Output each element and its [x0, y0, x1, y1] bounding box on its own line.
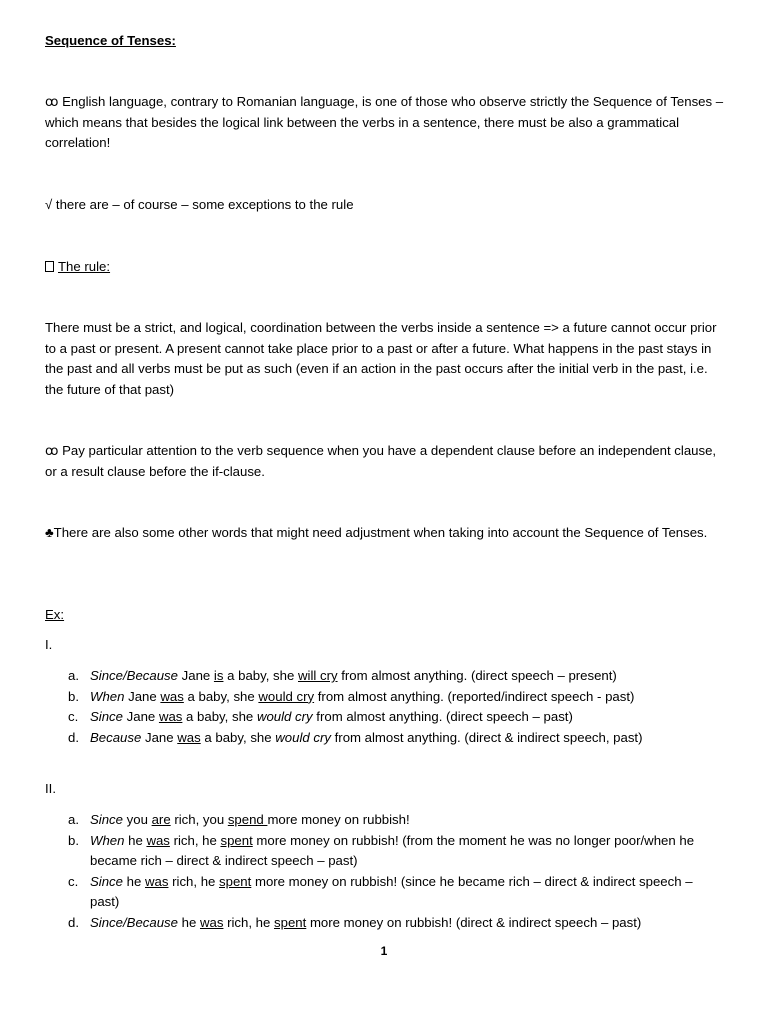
- list-item: c. Since he was rich, he spent more money on rubbish! (since he became rich – direct & indirect speech – past): [68, 873, 693, 910]
- exceptions-paragraph: [45, 195, 725, 216]
- list-item: b. When he was rich, he spent more money on rubbish! (from the moment he was no longer poor/when he became rich – direct & indirect speech – past): [68, 832, 695, 869]
- rule-paragraph: There must be a strict, and logical, coordination between the verbs inside a sentence => a future cannot occur prior to a past or present. A present cannot take place prior to a past or after a future. What happens in the past stays in the past and all verbs must be put as such (even if an action in the past occurs after the initial verb in the past, i.e. the future of that past): [45, 320, 717, 397]
- intro-text: English language, contrary to Romanian language, is one of those who observe strictly the Sequence of Tenses – which means that besides the logical link between the verbs in a sentence, there must be also a grammatical correlation!: [45, 94, 724, 151]
- list-item: d. Since/Because he was rich, he spent more money on rubbish! (direct & indirect speech – past): [45, 913, 725, 934]
- list-item: b. When Jane was a baby, she would cry from almost anything. (reported/indirect speech - past): [45, 687, 725, 708]
- list-item: a. Since you are rich, you spend more money on rubbish!: [45, 810, 725, 831]
- list-item: d. Because Jane was a baby, she would cry from almost anything. (direct & indirect speech, past): [45, 728, 725, 749]
- list-marker: d.: [68, 729, 79, 745]
- page-heading: Sequence of Tenses:: [45, 33, 176, 48]
- section-numeral-2: II.: [45, 781, 56, 796]
- rule-heading: [45, 257, 725, 278]
- rule-heading-text: The rule:: [58, 259, 111, 274]
- list-marker: b.: [68, 832, 79, 848]
- list-marker: d.: [68, 914, 79, 930]
- example-list-2: [45, 810, 725, 934]
- examples-heading: Ex:: [45, 607, 65, 622]
- box-icon: [45, 261, 54, 272]
- adjustment-text: There are also some other words that might need adjustment when taking into account the Sequence of Tenses.: [53, 525, 708, 540]
- example-list-1: [45, 666, 725, 748]
- infinity-symbol-icon: ꝏ: [45, 94, 59, 109]
- list-item: c. Since Jane was a baby, she would cry from almost anything. (direct speech – past): [45, 707, 725, 728]
- list-marker: c.: [68, 873, 79, 889]
- infinity-symbol-icon: ꝏ: [45, 443, 59, 458]
- attention-text: Pay particular attention to the verb sequence when you have a dependent clause before an independent clause, or a result clause before the if-clause.: [45, 443, 717, 479]
- list-marker: a.: [68, 668, 79, 683]
- list-item: a. Since/Because Jane is a baby, she will cry from almost anything. (direct speech – present): [45, 666, 725, 687]
- section-numeral-1: I.: [45, 637, 53, 652]
- adjustment-paragraph: [45, 523, 725, 544]
- club-symbol-icon: ♣: [45, 525, 54, 540]
- list-marker: a.: [68, 812, 79, 827]
- page-number: 1: [380, 944, 388, 958]
- check-symbol-icon: √: [45, 197, 53, 212]
- exceptions-text: there are – of course – some exceptions to the rule: [52, 197, 354, 212]
- intro-paragraph: [45, 92, 725, 154]
- attention-paragraph: [45, 441, 725, 482]
- list-marker: b.: [68, 688, 79, 704]
- list-marker: c.: [68, 709, 79, 725]
